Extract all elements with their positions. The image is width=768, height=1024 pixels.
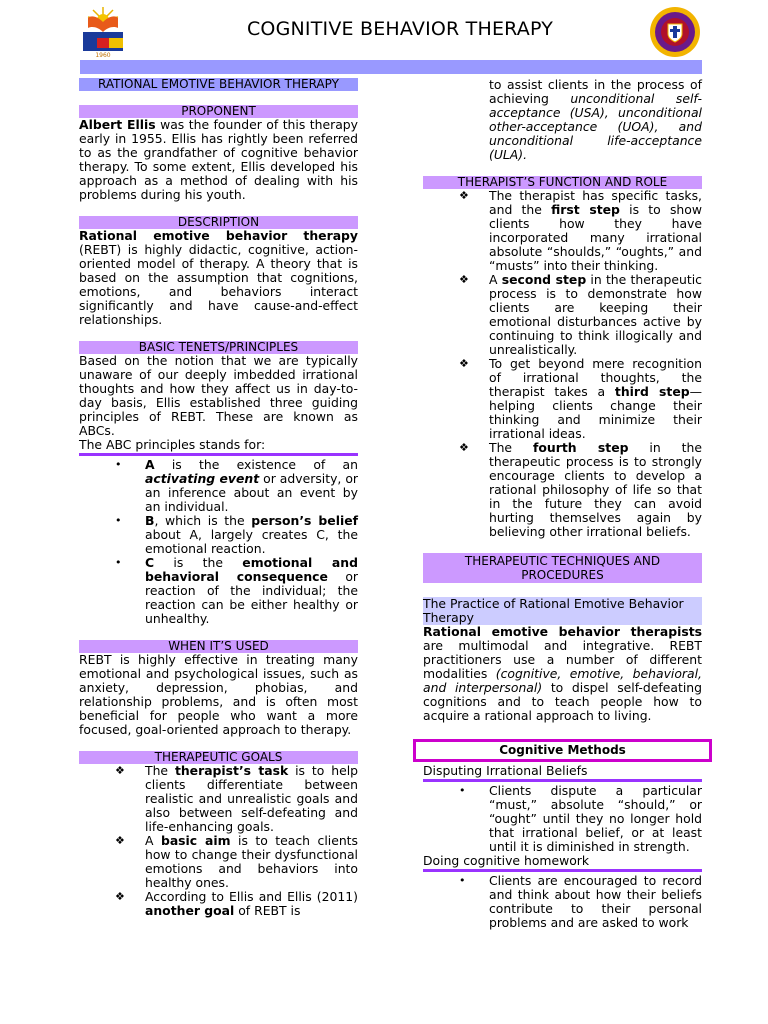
abc-intro: The ABC principles stands for: [79, 437, 266, 452]
goal-text: of REBT is [234, 903, 301, 918]
list-item [423, 357, 702, 441]
bullet-icon: • [115, 458, 122, 471]
bullet-icon: • [115, 556, 122, 569]
role-heading: THERAPIST’S FUNCTION AND ROLE [423, 176, 702, 189]
right-column [423, 78, 702, 930]
university-seal-right [648, 6, 702, 58]
rebt-heading: RATIONAL EMOTIVE BEHAVIOR THERAPY [79, 78, 358, 91]
goal-text: A [145, 833, 161, 848]
diamond-bullet-icon: ❖ [459, 441, 469, 454]
abc-b-text: about A, largely creates C, the emotional reaction. [145, 527, 358, 556]
goal-text: According to Ellis and Ellis (2011) [145, 889, 358, 904]
diamond-bullet-icon: ❖ [459, 357, 469, 370]
goal-bold: therapist’s task [174, 763, 289, 778]
homework-text: Clients are encouraged to record and think about how their beliefs contribute to their personal problems and are asked to work [489, 873, 702, 930]
roles-list [423, 189, 702, 539]
tenets-paragraph: Based on the notion that we are typically unaware of our deeply imbedded irrational thoughts and how they affect us in day-to-day basis, Ellis established three guiding principles of REBT. These are known as ABCs. [79, 353, 358, 438]
title-bar [80, 60, 702, 74]
role-text: To get beyond mere recognition of irrational thoughts, the therapist takes a [489, 356, 702, 399]
list-item [423, 189, 702, 273]
goal-bold: another goal [145, 903, 235, 918]
spacer [423, 162, 702, 176]
tenets-heading: BASIC TENETS/PRINCIPLES [79, 341, 358, 354]
practice-bold: Rational emotive behavior therapists [423, 624, 702, 639]
spacer [79, 91, 358, 105]
continued-text: to assist clients in the process of achieving [489, 77, 702, 106]
abc-c-text: is the [154, 555, 243, 570]
spacer [423, 583, 702, 597]
abc-b-emphasis: person’s belief [251, 513, 358, 528]
list-item [79, 764, 358, 834]
diamond-bullet-icon: ❖ [115, 764, 125, 777]
logo-year: 1960 [95, 52, 111, 58]
role-text: The therapist has specific tasks, and the [489, 188, 702, 217]
list-item [423, 273, 702, 357]
abc-a-emphasis: activating event [145, 471, 260, 486]
abc-b-bold: B [145, 513, 155, 528]
goal-text: is to help clients differentiate between realistic and unrealistic goals and also between self-defeating and life-enhancing goals. [145, 763, 358, 834]
continued-emphasis: unconditional self-acceptance (USA), unconditional other-acceptance (UOA), and unconditional life-acceptance (ULA). [489, 91, 702, 162]
disputing-list [423, 784, 702, 854]
role-bold: third step [614, 384, 690, 399]
role-text: A [489, 272, 502, 287]
proponent-paragraph [79, 118, 358, 202]
list-item [79, 514, 358, 556]
spacer [79, 626, 358, 640]
list-item [79, 458, 358, 514]
role-bold: first step [551, 202, 620, 217]
spacer [423, 723, 702, 739]
abc-c-text: or reaction of the individual; the reaction can be either healthy or unhealthy. [145, 569, 358, 626]
diamond-bullet-icon: ❖ [459, 189, 469, 202]
role-text: in the therapeutic process is to strongly encourage clients to develop a rational philosophy of life so that in the future they can avoid hurting themselves again by believing other irrational beliefs. [489, 440, 703, 539]
list-item [79, 890, 358, 918]
spacer [79, 327, 358, 341]
bullet-icon: • [459, 784, 466, 797]
proponent-name: Albert Ellis [79, 117, 156, 132]
practice-heading: The Practice of Rational Emotive Behavior Therapy [423, 597, 702, 625]
abc-list [79, 458, 358, 626]
practice-emphasis: (cognitive, emotive, behavioral, and interpersonal) [423, 666, 702, 695]
goals-heading: THERAPEUTIC GOALS [79, 751, 358, 764]
divider-line [423, 869, 702, 872]
abc-a-bold: A [145, 457, 155, 472]
spacer [423, 539, 702, 553]
proponent-heading: PROPONENT [79, 105, 358, 118]
list-item [423, 441, 702, 539]
diamond-bullet-icon: ❖ [115, 890, 125, 903]
role-bold: second step [501, 272, 587, 287]
practice-text: to dispel self-defeating cognitions and to teach people how to acquire a rational approach to living. [423, 680, 702, 723]
role-text: is to show clients how they have incorporated many irrational absolute “shoulds,” “oughts,” and “musts” into their thinking. [489, 202, 702, 273]
role-text: —helping clients change their thinking and minimize their irrational ideas. [489, 384, 702, 441]
when-used-paragraph: REBT is highly effective in treating many emotional and psychological issues, such as anxiety, depression, phobias, and relationship problems, and is often most beneficial for people who want a more focused, goal-oriented approach to therapy. [79, 652, 358, 737]
practice-paragraph [423, 625, 702, 723]
abc-c-emphasis: emotional and behavioral consequence [145, 555, 358, 584]
description-bold: Rational emotive behavior therapy [79, 228, 358, 243]
continued-paragraph [423, 78, 702, 162]
abc-a-text: is the existence of an [154, 457, 358, 472]
spacer [79, 202, 358, 216]
left-column [79, 78, 358, 918]
disputing-heading: Disputing Irrational Beliefs [423, 763, 588, 778]
role-bold: fourth step [533, 440, 629, 455]
goals-list [79, 764, 358, 918]
proponent-text: was the founder of this therapy early in 1955. Ellis has rightly been referred to as the grandfather of cognitive behavior therapy. To some extent, Ellis developed his approach as a method of dealing with his problems during his youth. [79, 117, 358, 202]
list-item [423, 784, 702, 854]
page-title: COGNITIVE BEHAVIOR THERAPY [246, 18, 554, 40]
role-text: The [489, 440, 533, 455]
diamond-bullet-icon: ❖ [115, 834, 125, 847]
abc-a-text: or adversity, or an inference about an event by an individual. [145, 471, 359, 514]
description-heading: DESCRIPTION [79, 216, 358, 229]
list-item [423, 78, 702, 162]
bullet-icon: • [459, 874, 466, 887]
bullet-icon: • [115, 514, 122, 527]
homework-list [423, 874, 702, 930]
list-item [423, 874, 702, 930]
goal-text: The [145, 763, 175, 778]
techniques-heading: THERAPEUTIC TECHNIQUES AND PROCEDURES [423, 553, 702, 583]
abc-c-bold: C [145, 555, 155, 570]
role-text: in the therapeutic process is to demonstrate how clients are keeping their emotional disturbances active by continuing to think illogically and unrealistically. [489, 272, 702, 357]
description-text: (REBT) is highly didactic, cognitive, action-oriented model of therapy. A theory that is based on the assumption that cognitions, emotions, and behaviors interact significantly and have cause-and-effect relationships. [79, 242, 358, 327]
disputing-text: Clients dispute a particular “must,” absolute “should,” or “ought” until they no longer hold that irrational belief, or at least until it is diminished in strength. [489, 783, 702, 854]
goal-bold: basic aim [160, 833, 231, 848]
diamond-bullet-icon: ❖ [459, 273, 469, 286]
divider-line [79, 453, 358, 456]
description-paragraph [79, 229, 358, 327]
goal-text: is to teach clients how to change their dysfunctional emotions and behaviors into healthy ones. [145, 833, 358, 890]
cognitive-methods-heading: Cognitive Methods [413, 739, 712, 762]
divider-line [423, 779, 702, 782]
abc-b-text: , which is the [154, 513, 252, 528]
spacer [79, 737, 358, 751]
list-item [79, 834, 358, 890]
practice-text: are multimodal and integrative. REBT practitioners use a number of different modalities [423, 638, 702, 681]
homework-heading: Doing cognitive homework [423, 853, 590, 868]
when-used-heading: WHEN IT’S USED [79, 640, 358, 653]
list-item [79, 556, 358, 626]
